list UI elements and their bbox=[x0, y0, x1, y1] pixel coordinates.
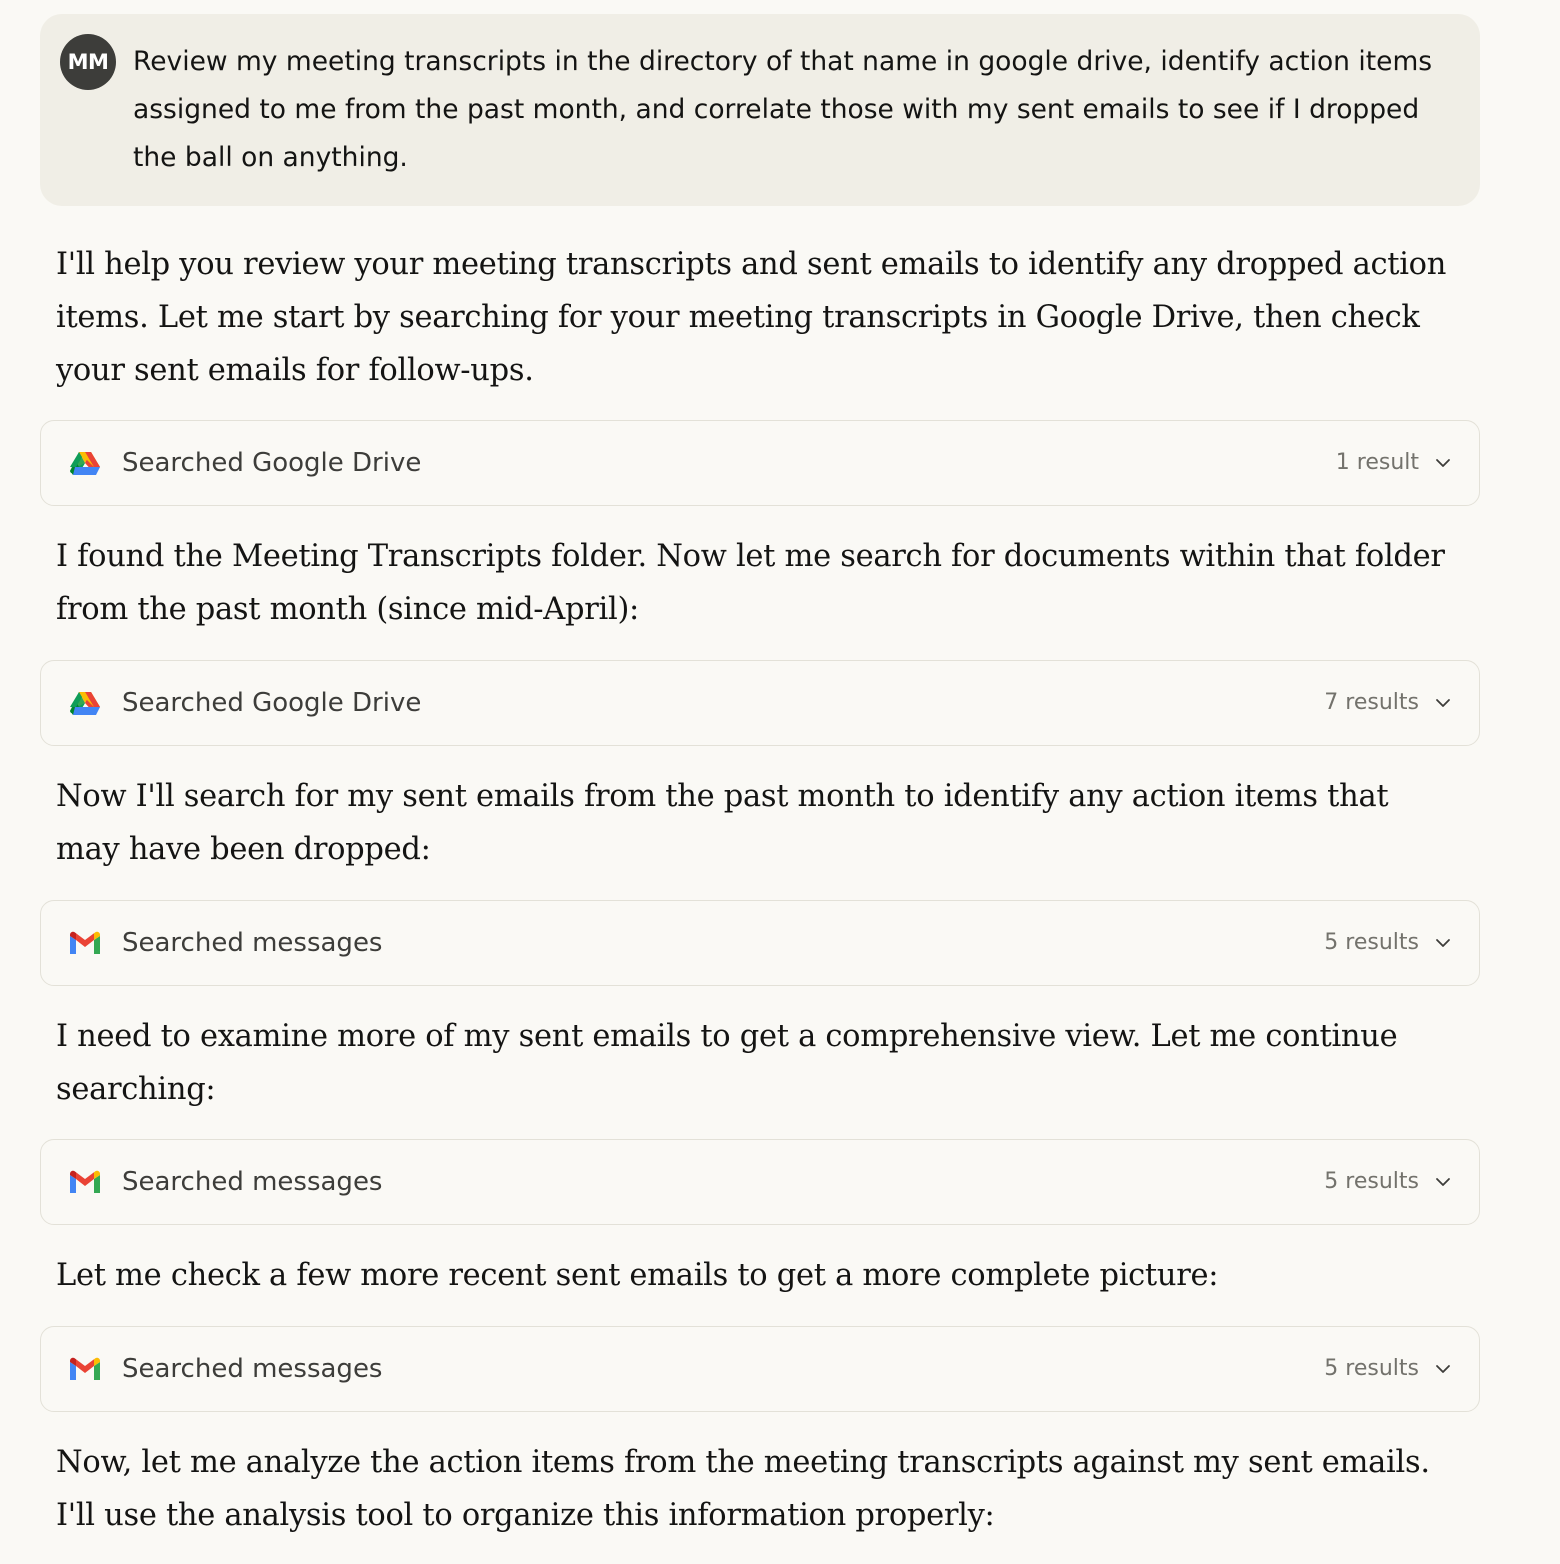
tool-call-google-drive[interactable] bbox=[40, 420, 1480, 506]
tool-call-result-count: 1 result bbox=[1335, 450, 1419, 475]
tool-call-result-count: 5 results bbox=[1324, 1169, 1419, 1194]
tool-call-result-count: 7 results bbox=[1324, 690, 1419, 715]
chevron-down-icon[interactable] bbox=[1433, 453, 1453, 473]
tool-call-label: Searched messages bbox=[122, 1167, 383, 1197]
assistant-paragraph: I'll help you review your meeting transcripts and sent emails to identify any dropped action items. Let me start by searching for your meeting transcripts in Google Drive, then check your sent emails for follow-ups. bbox=[56, 247, 1447, 388]
assistant-paragraph: Now I'll search for my sent emails from the past month to identify any action items that may have been dropped: bbox=[56, 779, 1389, 867]
assistant-paragraph: I found the Meeting Transcripts folder. Now let me search for documents within that folder from the past month (since mid-April): bbox=[56, 539, 1445, 627]
tool-call-result-count: 5 results bbox=[1324, 930, 1419, 955]
assistant-paragraph: Let me check a few more recent sent emails to get a more complete picture: bbox=[56, 1258, 1219, 1293]
chevron-down-icon[interactable] bbox=[1433, 693, 1453, 713]
chevron-down-icon[interactable] bbox=[1433, 933, 1453, 953]
user-message bbox=[40, 14, 1480, 206]
gmail-icon bbox=[68, 927, 102, 961]
tool-call-label: Searched messages bbox=[122, 1354, 383, 1384]
user-message-text: Review my meeting transcripts in the directory of that name in google drive, identify action items assigned to me from the past month, and correlate those with my sent emails to see if I dropped the ball on anything. bbox=[133, 46, 1433, 173]
assistant-paragraph: Now, let me analyze the action items from the meeting transcripts against my sent emails. I'll use the analysis tool to organize this information properly: bbox=[56, 1445, 1430, 1533]
tool-call-label: Searched Google Drive bbox=[122, 448, 422, 478]
chevron-down-icon[interactable] bbox=[1433, 1172, 1453, 1192]
gmail-icon bbox=[68, 1353, 102, 1387]
chevron-down-icon[interactable] bbox=[1433, 1359, 1453, 1379]
tool-call-label: Searched messages bbox=[122, 928, 383, 958]
google-drive-icon bbox=[68, 687, 102, 721]
gmail-icon bbox=[68, 1166, 102, 1200]
avatar[interactable]: MM bbox=[60, 34, 116, 90]
tool-call-gmail[interactable] bbox=[40, 1326, 1480, 1412]
assistant-paragraph: I need to examine more of my sent emails to get a comprehensive view. Let me continue searching: bbox=[56, 1019, 1398, 1107]
tool-call-gmail[interactable] bbox=[40, 900, 1480, 986]
google-drive-icon bbox=[68, 447, 102, 481]
tool-call-result-count: 5 results bbox=[1324, 1356, 1419, 1381]
tool-call-label: Searched Google Drive bbox=[122, 688, 422, 718]
tool-call-google-drive[interactable] bbox=[40, 660, 1480, 746]
tool-call-gmail[interactable] bbox=[40, 1139, 1480, 1225]
